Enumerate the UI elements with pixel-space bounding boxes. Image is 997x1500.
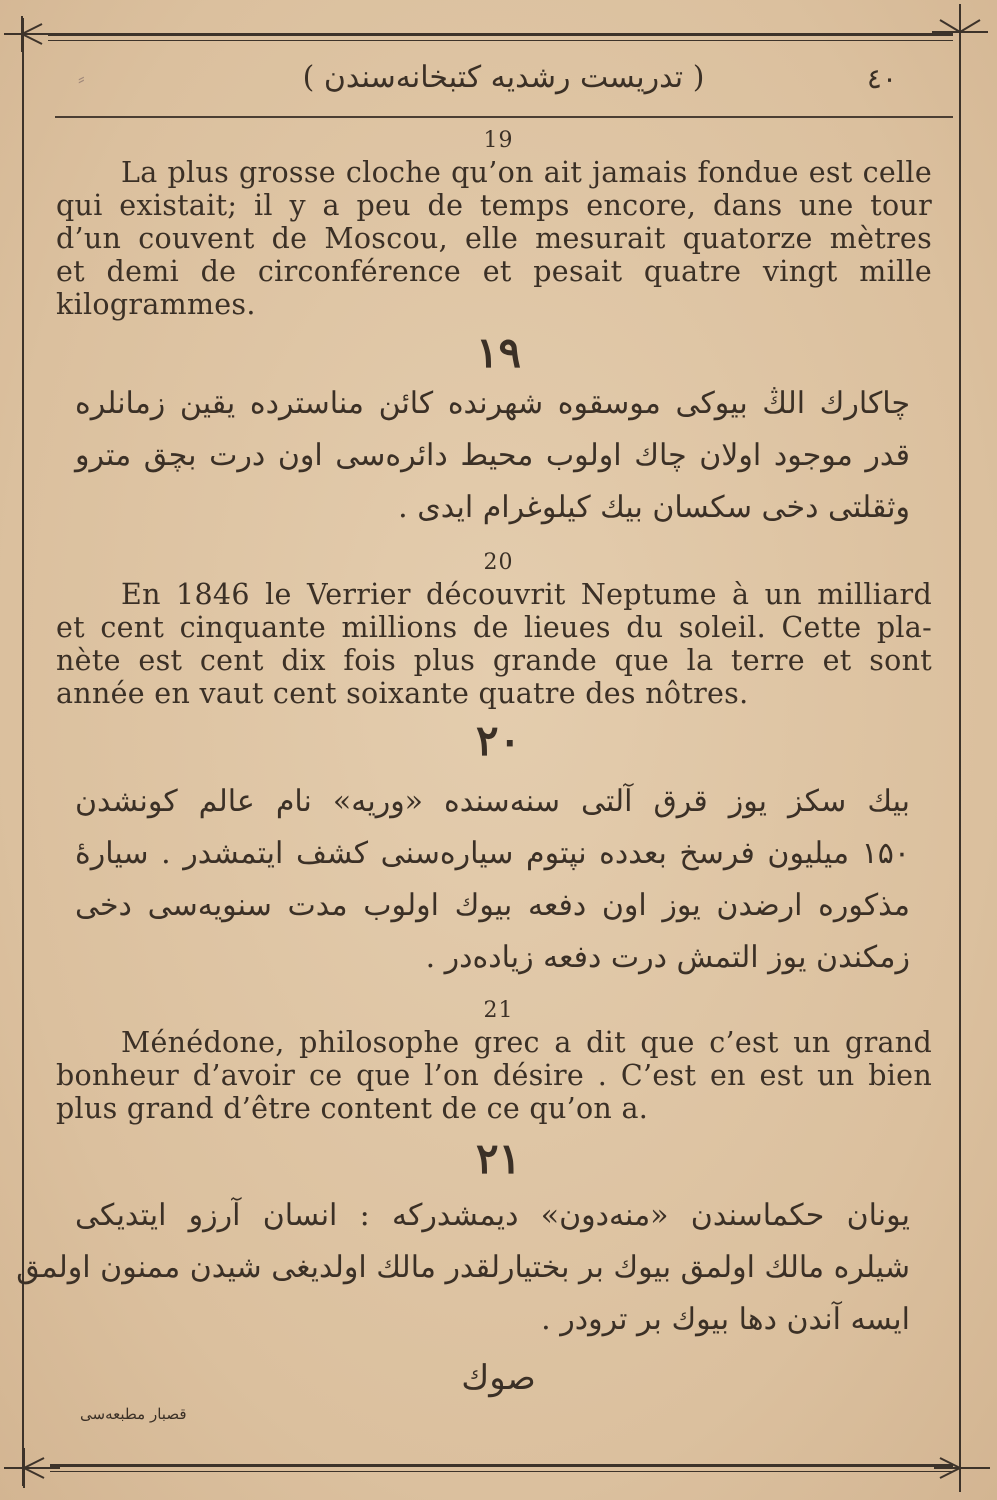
text-line: nète est cent dix fois plus grande que la terre et sont bbox=[56, 644, 932, 677]
french-paragraph bbox=[56, 578, 932, 710]
text-line: En 1846 le Verrier découvrit Neptume à un milliard bbox=[121, 578, 932, 611]
text-line: قدر موجود اولان چاك اولوب محیط دائره‌سی اون درت بچق مترو bbox=[75, 438, 910, 473]
text-line: ایسه آندن دها بیوك بر ترودر . bbox=[541, 1302, 910, 1337]
printer-imprint: قصبار مطبعه‌سی bbox=[80, 1405, 187, 1423]
text-line: چاکارك الڭ بیوکی موسقوه شهرنده کائن مناسترده یقین زمانلره bbox=[75, 386, 910, 421]
page-header bbox=[60, 58, 947, 108]
running-title: ( تدریست رشدیه کتبخانه‌سندن ) bbox=[302, 60, 705, 95]
text-line: مذکوره ارضدن یوز اون دفعه بیوك اولوب مدت سنویه‌سی دخی bbox=[75, 888, 910, 923]
turkish-paragraph bbox=[16, 1190, 910, 1346]
text-line: d’un couvent de Moscou, elle mesurait quatorze mètres bbox=[56, 222, 932, 255]
section-number-arabic: ٢٠ bbox=[475, 716, 522, 765]
frame-top-thin-rule bbox=[48, 40, 953, 41]
frame-bottom-rule bbox=[50, 1464, 953, 1467]
text-line: وثقلتی دخی سکسان بیك کیلوغرام ایدی . bbox=[398, 490, 910, 525]
frame-bottom-thin-rule bbox=[50, 1471, 953, 1472]
text-line: et cent cinquante millions de lieues du soleil. Cette pla- bbox=[56, 611, 932, 644]
end-word: صوك bbox=[461, 1358, 536, 1398]
text-line: et demi de circonférence et pesait quatre vingt mille bbox=[56, 255, 932, 288]
header-rule bbox=[55, 116, 953, 118]
corner-ornament-icon bbox=[930, 2, 990, 52]
turkish-paragraph bbox=[75, 378, 910, 534]
text-line: année en vaut cent soixante quatre des nôtres. bbox=[56, 677, 749, 710]
page-number: ٤٠ bbox=[866, 62, 897, 95]
section-number-arabic: ٢١ bbox=[475, 1134, 522, 1183]
text-line: یونان حکماسندن «منه‌دون» دیمشدرکه : انسان آرزو ایتدیکی bbox=[75, 1198, 910, 1233]
section-number-latin: 21 bbox=[483, 998, 514, 1023]
text-line: qui existait; il y a peu de temps encore, dans une tour bbox=[56, 189, 932, 222]
section-number-latin: 19 bbox=[483, 128, 514, 153]
text-line: plus grand d’être content de ce qu’on a. bbox=[56, 1092, 649, 1125]
text-line: La plus grosse cloche qu’on ait jamais fondue est celle bbox=[121, 156, 932, 189]
text-line: شیلره مالك اولمق بیوك بر بختیارلقدر مالك اولدیغی شیدن ممنون اولمق bbox=[16, 1250, 910, 1285]
corner-ornament-icon bbox=[2, 1446, 62, 1490]
text-line: زمکندن یوز التمش درت دفعه زیاده‌در . bbox=[425, 940, 910, 975]
frame-top-rule bbox=[48, 33, 953, 36]
pencil-mark-icon: ⸗ bbox=[78, 66, 85, 90]
corner-ornament-icon bbox=[2, 14, 62, 54]
turkish-paragraph bbox=[75, 776, 910, 984]
section-number-arabic: ١٩ bbox=[475, 328, 522, 377]
text-line: kilogrammes. bbox=[56, 288, 256, 321]
text-line: ۱۵۰ میلیون فرسخ بعدده نپتوم سیاره‌سنی کشف ایتمشدر . سیارهٔ bbox=[75, 836, 910, 871]
text-line: bonheur d’avoir ce que l’on désire . C’est en est un bien bbox=[56, 1059, 932, 1092]
corner-ornament-icon bbox=[932, 1444, 992, 1494]
text-line: Ménédone, philosophe grec a dit que c’est un grand bbox=[121, 1026, 932, 1059]
french-paragraph bbox=[56, 156, 932, 321]
section-number-latin: 20 bbox=[483, 550, 514, 575]
french-paragraph bbox=[56, 1026, 932, 1125]
text-line: بیك سکز یوز قرق آلتی سنه‌سنده «وریه» نام عالم کونشدن bbox=[75, 784, 910, 819]
